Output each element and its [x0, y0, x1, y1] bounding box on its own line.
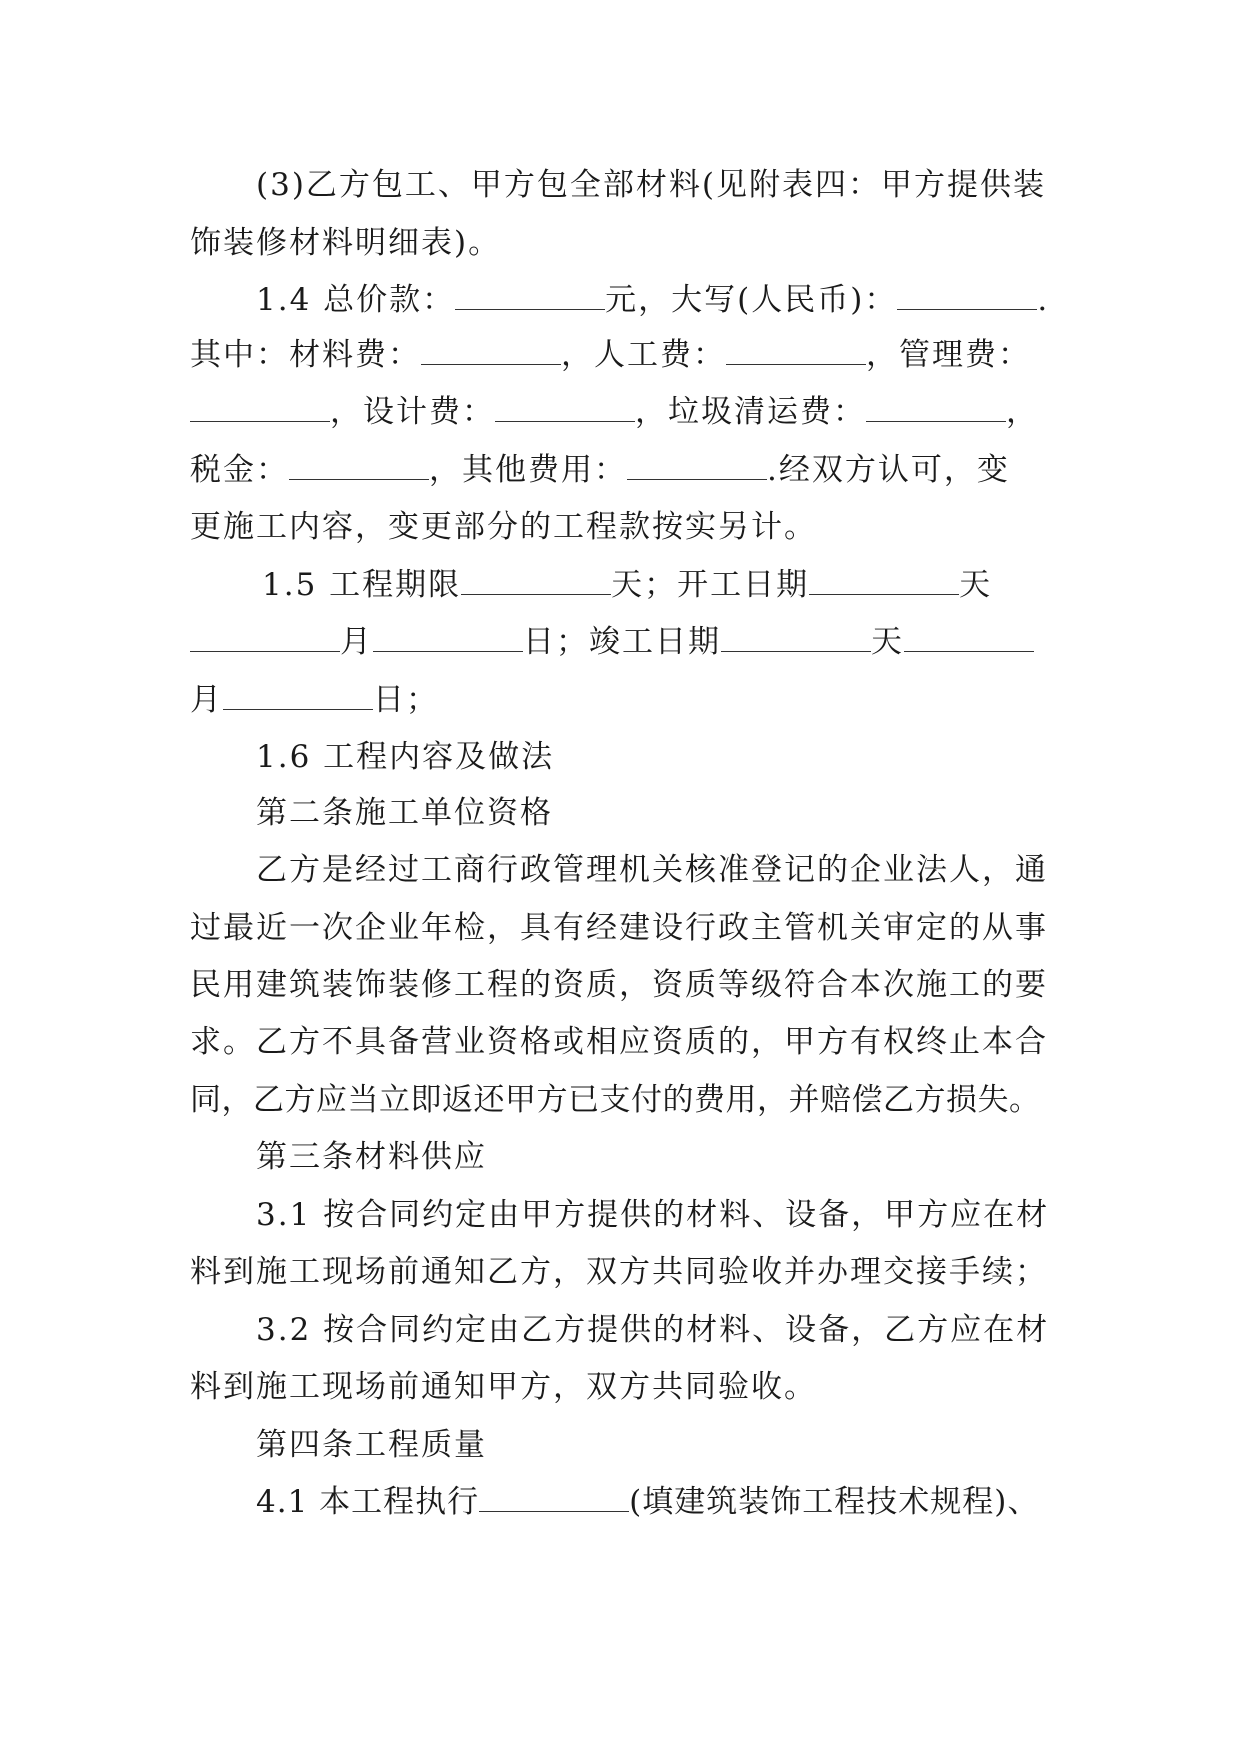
text: 民用建筑装饰装修工程的资质，资质等级符合本次施工的要 — [190, 967, 1048, 1003]
paragraph-line — [190, 1080, 1050, 1120]
text: ，垃圾清运费： — [635, 394, 866, 430]
blank-field — [461, 568, 611, 595]
text: ，其他费用： — [429, 452, 627, 488]
paragraph-line — [256, 165, 1050, 205]
paragraph-line — [256, 1310, 1050, 1350]
blank-field — [809, 568, 959, 595]
blank-field — [721, 625, 871, 652]
article-heading — [256, 1137, 1050, 1177]
fee-line — [190, 392, 1050, 432]
text: 天 — [959, 567, 993, 603]
text: 天；开工日期 — [611, 567, 810, 603]
duration-line — [262, 565, 1050, 605]
text: 3.1 按合同约定由甲方提供的材料、设备，甲方应在材 — [256, 1197, 1050, 1233]
blank-field — [190, 625, 340, 652]
blank-field — [897, 283, 1037, 310]
text: ，人工费： — [561, 337, 726, 373]
text: 同，乙方应当立即返还甲方已支付的费用，并赔偿乙方损失。 — [190, 1082, 1041, 1118]
article-heading — [256, 793, 1050, 833]
blank-field — [627, 453, 767, 480]
date-line — [190, 622, 1050, 662]
text: 日； — [373, 682, 439, 718]
blank-field — [289, 453, 429, 480]
text: ，管理费： — [866, 337, 1031, 373]
text: 1.4 总价款： — [256, 282, 456, 318]
text: 日；竣工日期 — [523, 624, 721, 660]
date-line — [190, 680, 1050, 720]
paragraph-line — [190, 908, 1050, 948]
text: 料到施工现场前通知甲方，双方共同验收。 — [190, 1369, 817, 1405]
paragraph-line — [190, 1367, 1050, 1407]
blank-field — [479, 1485, 629, 1512]
blank-field — [495, 395, 635, 422]
text: 3.2 按合同约定由乙方提供的材料、设备，乙方应在材 — [256, 1312, 1050, 1348]
text: 第三条材料供应 — [256, 1139, 487, 1175]
text: 更施工内容，变更部分的工程款按实另计。 — [190, 509, 817, 545]
text: . — [1037, 282, 1050, 318]
text: 税金： — [190, 452, 289, 488]
fee-line — [190, 335, 1050, 375]
paragraph-line — [256, 850, 1050, 890]
paragraph-line — [190, 1252, 1050, 1292]
blank-field — [455, 283, 605, 310]
blank-field — [373, 625, 523, 652]
section-heading — [256, 737, 1050, 777]
text: 料到施工现场前通知乙方，双方共同验收并办理交接手续； — [190, 1254, 1048, 1290]
total-price-line — [256, 280, 1050, 320]
text: .经双方认可，变 — [767, 452, 1010, 488]
text: 月 — [340, 624, 373, 660]
text: 饰装修材料明细表)。 — [190, 225, 502, 261]
text: (填建筑装饰工程技术规程)、 — [629, 1484, 1040, 1520]
text: 月 — [190, 682, 223, 718]
text: 其中：材料费： — [190, 337, 421, 373]
paragraph-line — [190, 965, 1050, 1005]
blank-field — [190, 395, 330, 422]
text: 1.6 工程内容及做法 — [256, 739, 555, 775]
text: 天 — [871, 624, 904, 660]
text: ，设计费： — [330, 394, 495, 430]
text: 第二条施工单位资格 — [256, 795, 553, 831]
text: (3)乙方包工、甲方包全部材料(见附表四：甲方提供装 — [256, 167, 1047, 203]
standard-line — [256, 1482, 1050, 1522]
paragraph-line — [256, 1195, 1050, 1235]
article-heading — [256, 1425, 1050, 1465]
text: 求。乙方不具备营业资格或相应资质的，甲方有权终止本合 — [190, 1024, 1048, 1060]
blank-field — [421, 338, 561, 365]
text: 过最近一次企业年检，具有经建设行政主管机关审定的从事 — [190, 910, 1048, 946]
text: ， — [1006, 394, 1039, 430]
fee-line — [190, 450, 1050, 490]
text: 元，大写(人民币)： — [605, 282, 898, 318]
text: 4.1 本工程执行 — [256, 1484, 480, 1520]
blank-field — [866, 395, 1006, 422]
paragraph-line — [190, 1022, 1050, 1062]
text: 乙方是经过工商行政管理机关核准登记的企业法人，通 — [256, 852, 1048, 888]
paragraph-line — [190, 507, 1050, 547]
blank-field — [726, 338, 866, 365]
text: 第四条工程质量 — [256, 1427, 487, 1463]
blank-field — [223, 683, 373, 710]
text: 1.5 工程期限 — [262, 567, 462, 603]
paragraph-line — [190, 223, 1050, 263]
blank-field — [904, 625, 1034, 652]
